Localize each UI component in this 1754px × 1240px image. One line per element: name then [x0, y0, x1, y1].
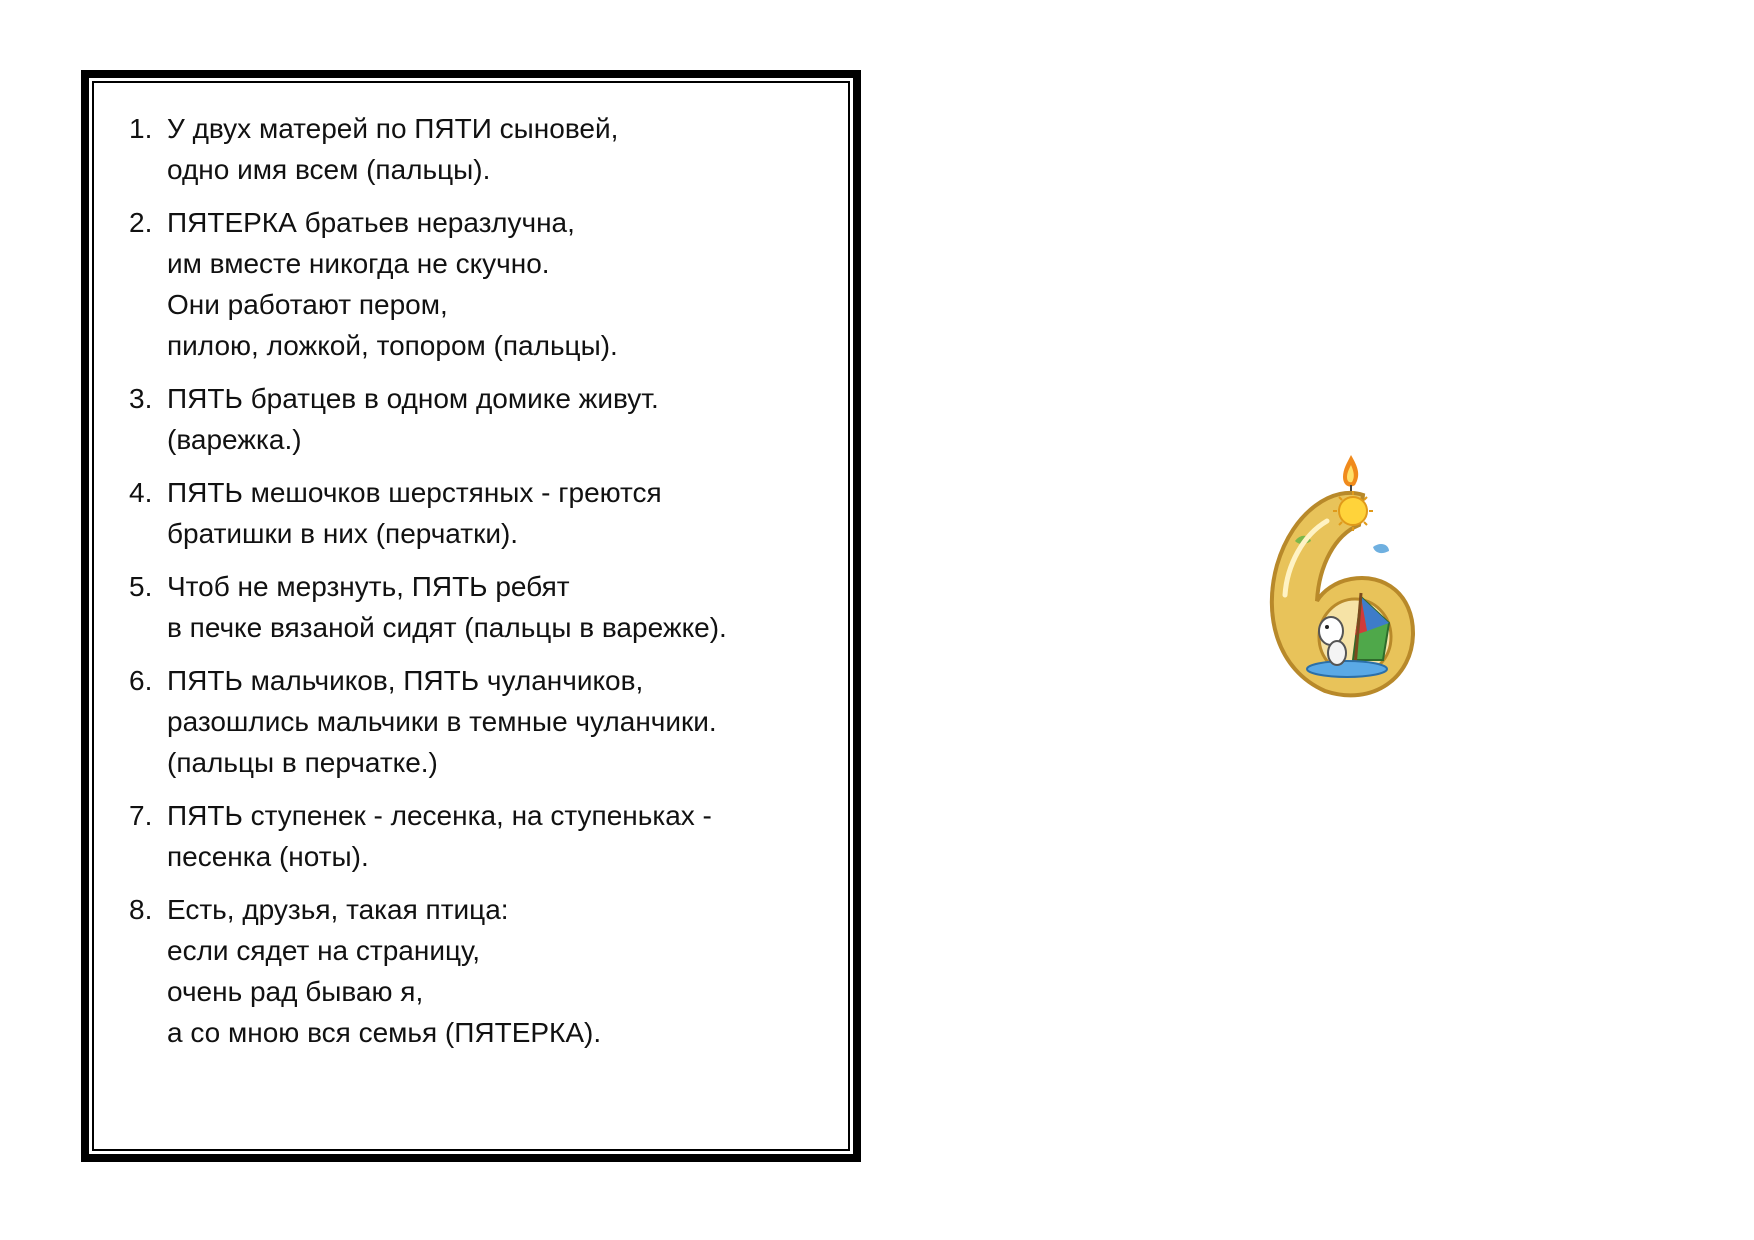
mouse-eye	[1325, 625, 1329, 629]
riddle-text	[167, 795, 712, 877]
riddle-number: 7.	[129, 800, 153, 831]
riddle-number: 2.	[129, 207, 153, 238]
riddle-item	[129, 889, 727, 1053]
riddle-line: пилою, ложкой, топором (пальцы).	[167, 330, 618, 361]
riddle-line: Чтоб не мерзнуть, ПЯТЬ ребят	[167, 571, 570, 602]
riddle-item	[129, 566, 727, 648]
riddle-line: Они работают пером,	[167, 289, 448, 320]
riddle-text	[167, 378, 659, 460]
riddle-line: одно имя всем (пальцы).	[167, 154, 491, 185]
riddle-line: (пальцы в перчатке.)	[167, 747, 438, 778]
riddle-text	[167, 889, 601, 1053]
riddle-line: ПЯТЬ мальчиков, ПЯТЬ чуланчиков,	[167, 665, 644, 696]
riddle-number: 1.	[129, 113, 153, 144]
riddle-item	[129, 660, 727, 783]
riddle-text	[167, 108, 618, 190]
cloud-right	[1373, 544, 1389, 553]
riddle-text	[167, 566, 727, 648]
riddle-item	[129, 108, 727, 190]
riddle-text	[167, 472, 662, 554]
riddle-line: а со мною вся семья (ПЯТЕРКА).	[167, 1017, 602, 1048]
number-six-candle-illustration	[1255, 455, 1425, 705]
riddle-line: У двух матерей по ПЯТИ сыновей,	[167, 113, 619, 144]
riddle-line: ПЯТЬ мешочков шерстяных - греются	[167, 477, 662, 508]
sun	[1339, 497, 1367, 525]
riddle-number: 3.	[129, 383, 153, 414]
riddle-item	[129, 202, 727, 366]
surfboard	[1307, 661, 1387, 677]
number-six-candle-icon	[1255, 455, 1425, 705]
riddle-number: 6.	[129, 665, 153, 696]
riddle-text	[167, 660, 717, 783]
riddle-line: ПЯТЬ ступенек - лесенка, на ступеньках -	[167, 800, 712, 831]
riddle-line: им вместе никогда не скучно.	[167, 248, 550, 279]
riddle-line: ПЯТЕРКА братьев неразлучна,	[167, 207, 575, 238]
riddle-line: разошлись мальчики в темные чуланчики.	[167, 706, 717, 737]
riddle-line: песенка (ноты).	[167, 841, 369, 872]
riddle-line: (варежка.)	[167, 424, 302, 455]
riddle-line: ПЯТЬ братцев в одном домике живут.	[167, 383, 659, 414]
riddle-line: в печке вязаной сидят (пальцы в варежке).	[167, 612, 727, 643]
riddle-item	[129, 795, 727, 877]
riddle-line: Есть, друзья, такая птица:	[167, 894, 509, 925]
riddle-text	[167, 202, 618, 366]
riddle-number: 8.	[129, 894, 153, 925]
riddle-number: 4.	[129, 477, 153, 508]
riddles-frame	[81, 70, 861, 1162]
riddle-item	[129, 472, 727, 554]
riddle-number: 5.	[129, 571, 153, 602]
riddle-line: если сядет на страницу,	[167, 935, 480, 966]
riddle-item	[129, 378, 727, 460]
riddle-line: очень рад бываю я,	[167, 976, 424, 1007]
riddle-line: братишки в них (перчатки).	[167, 518, 519, 549]
mouse-body	[1328, 641, 1346, 665]
riddle-list	[129, 108, 727, 1065]
